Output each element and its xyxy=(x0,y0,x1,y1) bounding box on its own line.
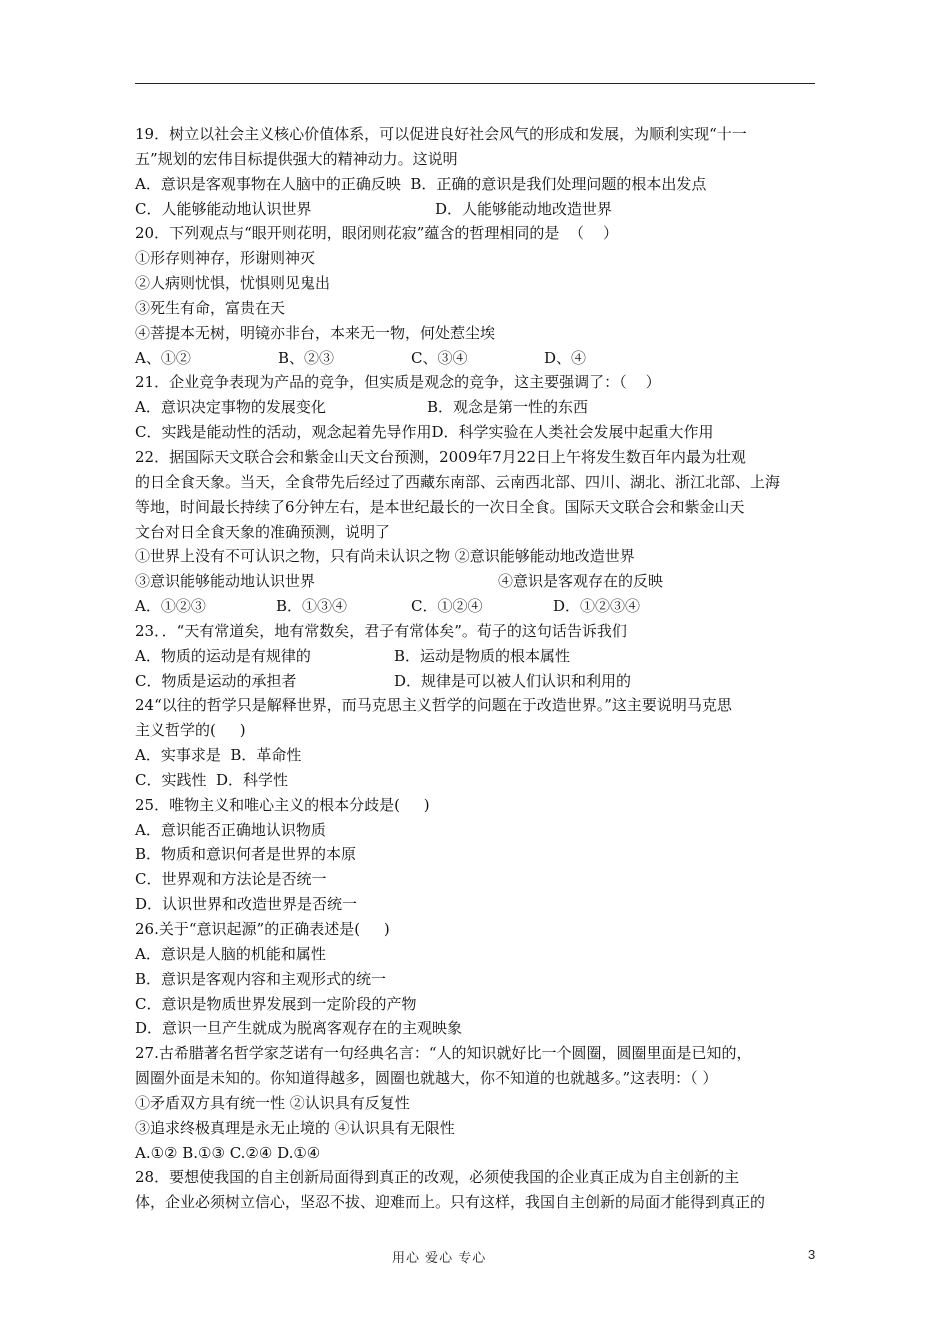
option-line: A.①② B.①③ C.②④ D.①④ xyxy=(135,1143,321,1162)
option-line: C．意识是物质世界发展到一定阶段的产物 xyxy=(135,994,417,1013)
page-number: 3 xyxy=(808,1247,816,1262)
text-line: 等地，时间最长持续了6分钟左右，是本世纪最长的一次日全食。国际天文联合会和紫金山天 xyxy=(135,497,745,516)
text-line: ②人病则忧惧，忧惧则见鬼出 xyxy=(135,274,331,293)
question-line: 22．据国际天文联合会和紫金山天文台预测，2009年7月22日上午将发生数百年内最为壮观 xyxy=(135,447,746,466)
question-line: 24“以往的哲学只是解释世界，而马克思主义哲学的问题在于改造世界。”这主要说明马克思 xyxy=(135,696,732,715)
text-line: 19．树立以社会主义核心价值体系，可以促进良好社会风气的形成和发展，为顺利实现“十一 xyxy=(135,125,747,143)
option-line: C．实践是能动性的活动，观念起着先导作用D．科学实验在人类社会发展中起重大作用 xyxy=(135,423,714,442)
text-line: ①形存则神存，形谢则神灭 xyxy=(135,249,316,268)
question-line: 26.关于“意识起源”的正确表述是( ) xyxy=(135,920,390,938)
question-line: 21．企业竞争表现为产品的竞争，但实质是观念的竞争，这主要强调了：（ ） xyxy=(135,373,661,392)
option-line: C．世界观和方法论是否统一 xyxy=(135,870,327,889)
option-line: A．意识是人脑的机能和属性 xyxy=(135,944,326,963)
option-line: D．意识一旦产生就成为脱离客观存在的主观映象 xyxy=(135,1019,463,1038)
text-line: 圆圈外面是未知的。你知道得越多，圆圈也就越大，你不知道的也就越多。”这表明：（ ） xyxy=(135,1069,718,1088)
text-line: ①世界上没有不可认识之物，只有尚未认识之物 ②意识能够能动地改造世界 xyxy=(135,547,635,566)
text-line: ③意识能够能动地认识世界 ④意识是客观存在的反映 xyxy=(135,572,664,591)
option-line: A．实事求是 B．革命性 xyxy=(135,746,302,765)
text-line: ③死生有命，富贵在天 xyxy=(135,298,286,317)
text-line: ③追求终极真理是永无止境的 ④认识具有无限性 xyxy=(135,1118,455,1137)
question-line: 28．要想使我国的自主创新局面得到真正的改观，必须使我国的企业真正成为自主创新的主 xyxy=(135,1168,740,1187)
question-line: 25．唯物主义和唯心主义的根本分歧是( ) xyxy=(135,795,430,814)
option-line: D．认识世界和改造世界是否统一 xyxy=(135,895,358,914)
question-line: 27.古希腊著名哲学家芝诺有一句经典名言：“人的知识就好比一个圆圈，圆圈里面是已知的， xyxy=(135,1044,752,1063)
option-line: C．物质是运动的承担者 D．规律是可以被人们认识和利用的 xyxy=(135,671,632,690)
option-line: A．①②③ B．①③④ C．①②④ D．①②③④ xyxy=(135,597,641,616)
option-line: A、①② B、②③ C、③④ D、④ xyxy=(135,348,587,367)
text-line: 的日全食天象。当天，全食带先后经过了西藏东南部、云南西北部、四川、湖北、浙江北部、上海 xyxy=(135,472,781,491)
option-line: A．物质的运动是有规律的 B．运动是物质的根本属性 xyxy=(135,646,571,665)
text-line: 文台对日全食天象的准确预测，说明了 xyxy=(135,522,391,541)
text-line: 体，企业必须树立信心，坚忍不拔、迎难而上。只有这样，我国自主创新的局面才能得到真正的 xyxy=(135,1193,766,1212)
question-line: 23．．“天有常道矣，地有常数矣，君子有常体矣”。荀子的这句话告诉我们 xyxy=(135,621,627,640)
option-line: B．意识是客观内容和主观形式的统一 xyxy=(135,969,387,988)
option-line: B．物质和意识何者是世界的本原 xyxy=(135,845,357,864)
footer-motto: 用心 爱心 专心 xyxy=(392,1251,487,1266)
text-line: A．意识是客观事物在人脑中的正确反映 B．正确的意识是我们处理问题的根本出发点 xyxy=(135,174,707,193)
option-line: C．人能够能动地认识世界 D．人能够能动地改造世界 xyxy=(135,199,613,218)
option-line: C．实践性 D．科学性 xyxy=(135,770,289,789)
question-line: 20．下列观点与“眼开则花明，眼闭则花寂”蕴含的哲理相同的是 （ ） xyxy=(135,224,619,243)
question-body xyxy=(135,122,815,1215)
text-line: 五”规划的宏伟目标提供强大的精神动力。这说明 xyxy=(135,149,458,168)
text-line: ①矛盾双方具有统一性 ②认识具有反复性 xyxy=(135,1093,410,1112)
text-line: 主义哲学的( ) xyxy=(135,721,246,740)
option-line: A．意识能否正确地认识物质 xyxy=(135,820,326,839)
text-line: ④菩提本无树，明镜亦非台，本来无一物，何处惹尘埃 xyxy=(135,323,496,342)
option-line: A．意识决定事物的发展变化 B．观念是第一性的东西 xyxy=(135,398,589,417)
header-rule xyxy=(135,83,815,84)
